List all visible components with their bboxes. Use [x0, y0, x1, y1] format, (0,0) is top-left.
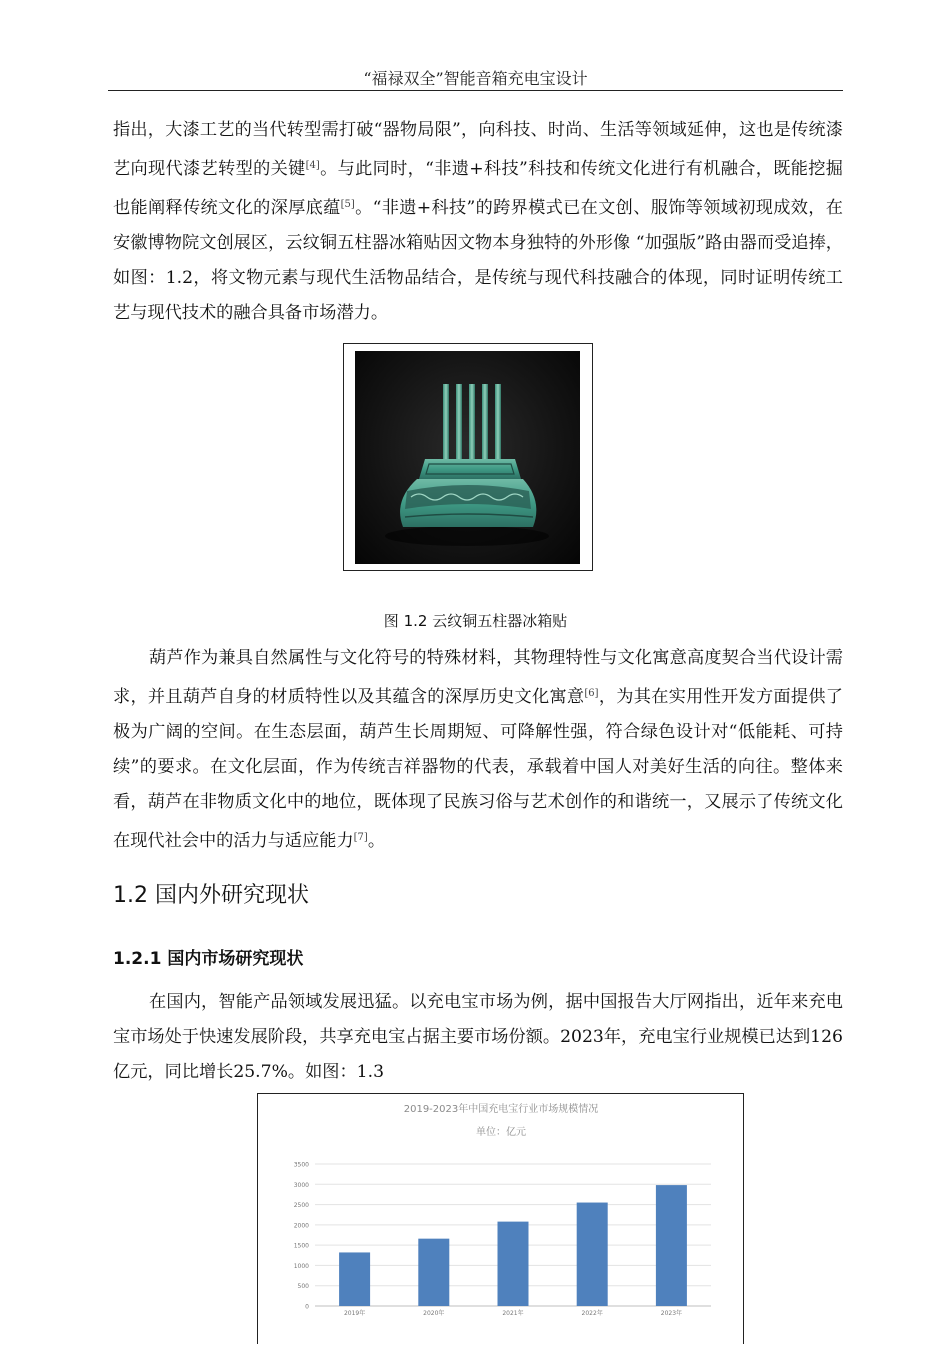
citation-6: [6] [584, 688, 599, 699]
citation-4: [4] [305, 160, 320, 171]
x-tick-label: 2023年 [660, 1310, 683, 1317]
x-tick-label: 2020年 [423, 1310, 445, 1317]
citation-7: [7] [353, 832, 368, 843]
bar-3 [498, 1222, 529, 1306]
paragraph-2-text-c: 。 [367, 831, 386, 851]
y-tick-label: 1000 [293, 1262, 309, 1270]
paragraph-3: 在国内，智能产品领域发展迅猛。以充电宝市场为例，据中国报告大厅网指出，近年来充电宝市场处于快速发展阶段，共享充电宝占据主要市场份额。2023年，充电宝行业规模已达到126亿元，同比增长25.7%。如图：1.3 [113, 992, 843, 1082]
y-tick-label: 3000 [293, 1181, 309, 1189]
y-tick-label: 2500 [293, 1202, 309, 1210]
chart-y-labels [294, 1162, 309, 1311]
y-tick-label: 500 [297, 1283, 309, 1291]
running-header: “福禄双全”智能音箱充电宝设计 [363, 69, 588, 88]
citation-5: [5] [340, 199, 355, 210]
paragraph-2 [113, 641, 843, 859]
chart-subtitle: 单位：亿元 [476, 1127, 526, 1138]
bronze-five-pillar-magnet-photo [355, 351, 580, 564]
bar-4 [577, 1203, 608, 1306]
bar-5 [656, 1185, 687, 1306]
figure-1-3-frame [257, 1093, 744, 1344]
market-size-bar-chart [258, 1094, 745, 1345]
x-tick-label: 2022年 [581, 1310, 603, 1317]
y-tick-label: 2000 [293, 1222, 309, 1230]
chart-x-labels [344, 1309, 682, 1317]
paragraph-2-text-b: ，为其在实用性开发方面提供了极为广阔的空间。在生态层面，葫芦生长周期短、可降解性强，符合绿色设计对“低能耗、可持续”的要求。在文化层面，作为传统吉祥器物的代表，承载着中国人对美好生活的向往。整体来看，葫芦在非物质文化中的地位，既体现了民族习俗与艺术创作的和谐统一，又展示了传统文化在现代社会中的活力与适应能力 [113, 687, 843, 851]
subsection-heading-1-2-1: 1.2.1 国内市场研究现状 [113, 949, 304, 969]
y-tick-label: 3500 [293, 1161, 309, 1169]
chart-title: 2019-2023年中国充电宝行业市场规模情况 [403, 1104, 599, 1115]
y-tick-label: 1500 [293, 1242, 309, 1250]
bar-2 [418, 1239, 449, 1306]
paragraph-2-text-a: 葫芦作为兼具自然属性与文化符号的特殊材料，其物理特性与文化寓意高度契合当代设计需求，并且葫芦自身的材质特性以及其蕴含的深厚历史文化寓意 [113, 648, 843, 707]
paragraph-1 [113, 113, 843, 331]
paragraph-1-text-c: 。“非遗+科技”的跨界模式已在文创、服饰等领域初现成效，在安徽博物院文创展区，云纹铜五柱器冰箱贴因文物本身独特的外形像 “加强版”路由器而受追捧，如图：1.2，将文物元素与现代生活物品结合，是传统与现代科技融合的体现，同时证明传统工艺与现代技术的融合具备市场潜力。 [113, 198, 843, 323]
x-tick-label: 2021年 [502, 1310, 524, 1317]
x-tick-label: 2019年 [343, 1310, 366, 1317]
paragraph-1-text-a: 指出，大漆工艺的当代转型需打破“器物局限”，向科技、时尚、生活等领域延伸，这也是传统漆艺向现代漆艺转型的关键 [113, 120, 843, 179]
header-rule [108, 90, 843, 91]
bar-1 [339, 1252, 370, 1306]
figure-1-2-frame [343, 343, 593, 571]
paragraph-1-text-b: 。与此同时，“非遗+科技”科技和传统文化进行有机融合，既能挖掘也能阐释传统文化的深厚底蕴 [113, 159, 843, 218]
y-tick-label: 0 [305, 1303, 309, 1311]
figure-1-2-caption: 图 1.2 云纹铜五柱器冰箱贴 [383, 612, 568, 630]
bronze-five-pillar-artifact-illustration [355, 351, 580, 564]
section-heading-1-2: 1.2 国内外研究现状 [113, 883, 309, 908]
